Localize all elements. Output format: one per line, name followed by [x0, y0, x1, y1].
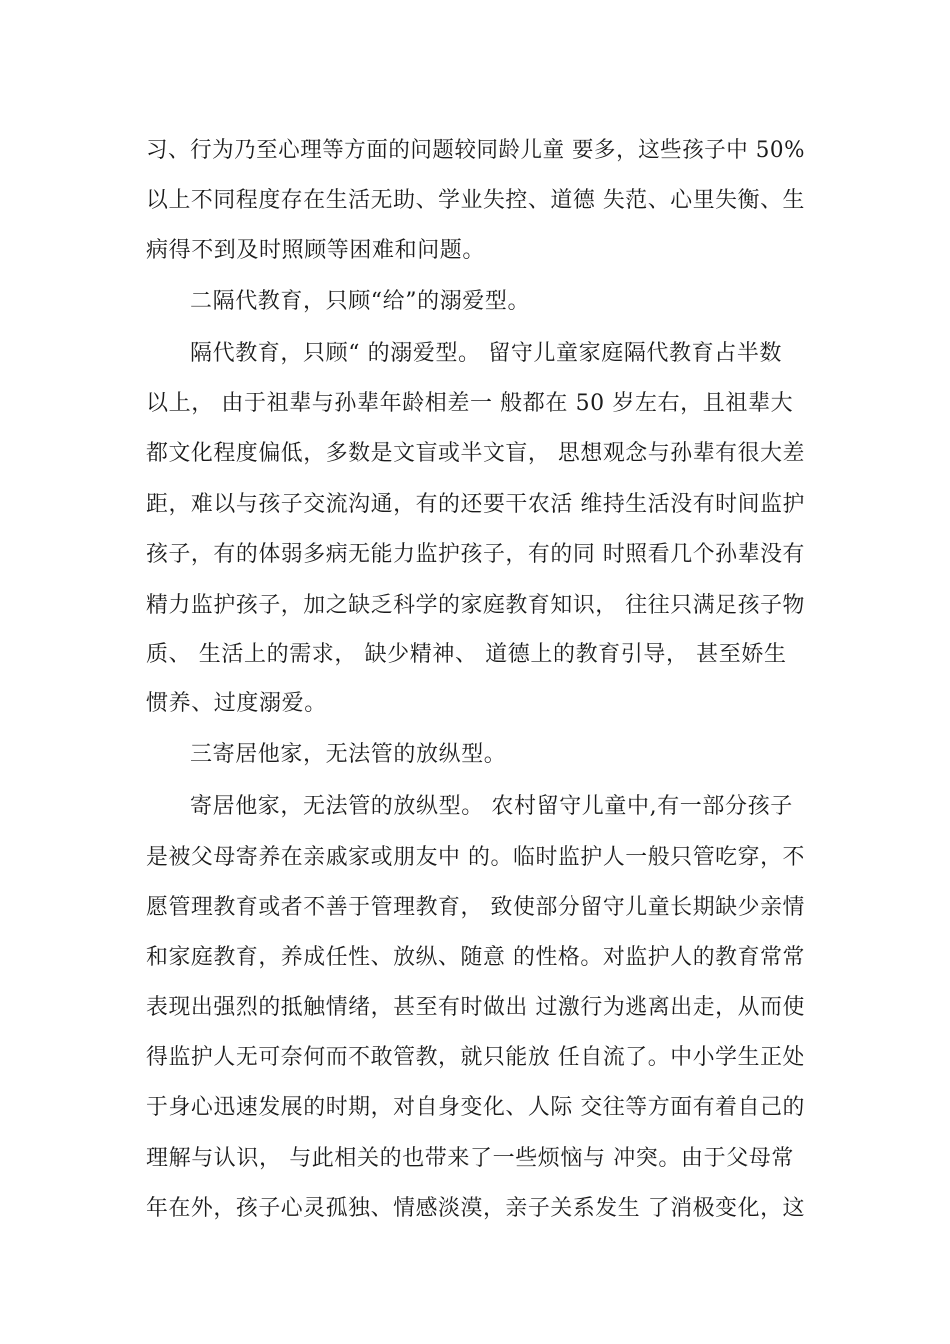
text-line: 于身心迅速发展的时期，对自身变化、人际 交往等方面有着自己的 — [146, 1095, 806, 1120]
text-line: 愿管理教育或者不善于管理教育， 致使部分留守儿童长期缺少亲情 — [146, 895, 806, 920]
text-line: 病得不到及时照顾等困难和问题。 — [146, 238, 486, 263]
text-line: 都文化程度偏低，多数是文盲或半文盲， 思想观念与孙辈有很大差 — [146, 441, 806, 466]
section-heading: 三寄居他家，无法管的放纵型。 — [190, 742, 507, 767]
section-heading: 二隔代教育，只顾“给”的溺爱型。 — [190, 289, 531, 314]
text-line: 隔代教育，只顾“ 的溺爱型。 留守儿童家庭隔代教育占半数 — [190, 341, 783, 366]
text-line: 以上， 由于祖辈与孙辈年龄相差一 般都在 50 岁左右，且祖辈大 — [146, 391, 794, 416]
text-line: 是被父母寄养在亲戚家或朋友中 的。临时监护人一般只管吃穿，不 — [146, 845, 806, 870]
text-line: 表现出强烈的抵触情绪，甚至有时做出 过激行为逃离出走，从而使 — [146, 995, 806, 1020]
text-line: 距，难以与孩子交流沟通，有的还要干农活 维持生活没有时间监护 — [146, 492, 806, 517]
text-line: 习、行为乃至心理等方面的问题较同龄儿童 要多，这些孩子中 50% — [146, 138, 806, 163]
text-line: 精力监护孩子，加之缺乏科学的家庭教育知识， 往往只满足孩子物 — [146, 593, 806, 618]
text-line: 孩子，有的体弱多病无能力监护孩子，有的同 时照看几个孙辈没有 — [146, 542, 806, 567]
text-line: 寄居他家，无法管的放纵型。 农村留守儿童中,有一部分孩子 — [190, 794, 793, 819]
text-line: 和家庭教育，养成任性、放纵、随意 的性格。对监护人的教育常常 — [146, 945, 806, 970]
text-line: 年在外，孩子心灵孤独、情感淡漠，亲子关系发生 了消极变化，这 — [146, 1196, 806, 1221]
text-line: 以上不同程度存在生活无助、学业失控、道德 失范、心里失衡、生 — [146, 188, 806, 213]
text-line: 质、 生活上的需求， 缺少精神、 道德上的教育引导， 甚至娇生 — [146, 642, 787, 667]
text-line: 惯养、过度溺爱。 — [146, 691, 327, 716]
text-line: 理解与认识， 与此相关的也带来了一些烦恼与 冲突。由于父母常 — [146, 1146, 794, 1171]
text-line: 得监护人无可奈何而不敢管教，就只能放 任自流了。中小学生正处 — [146, 1045, 806, 1070]
